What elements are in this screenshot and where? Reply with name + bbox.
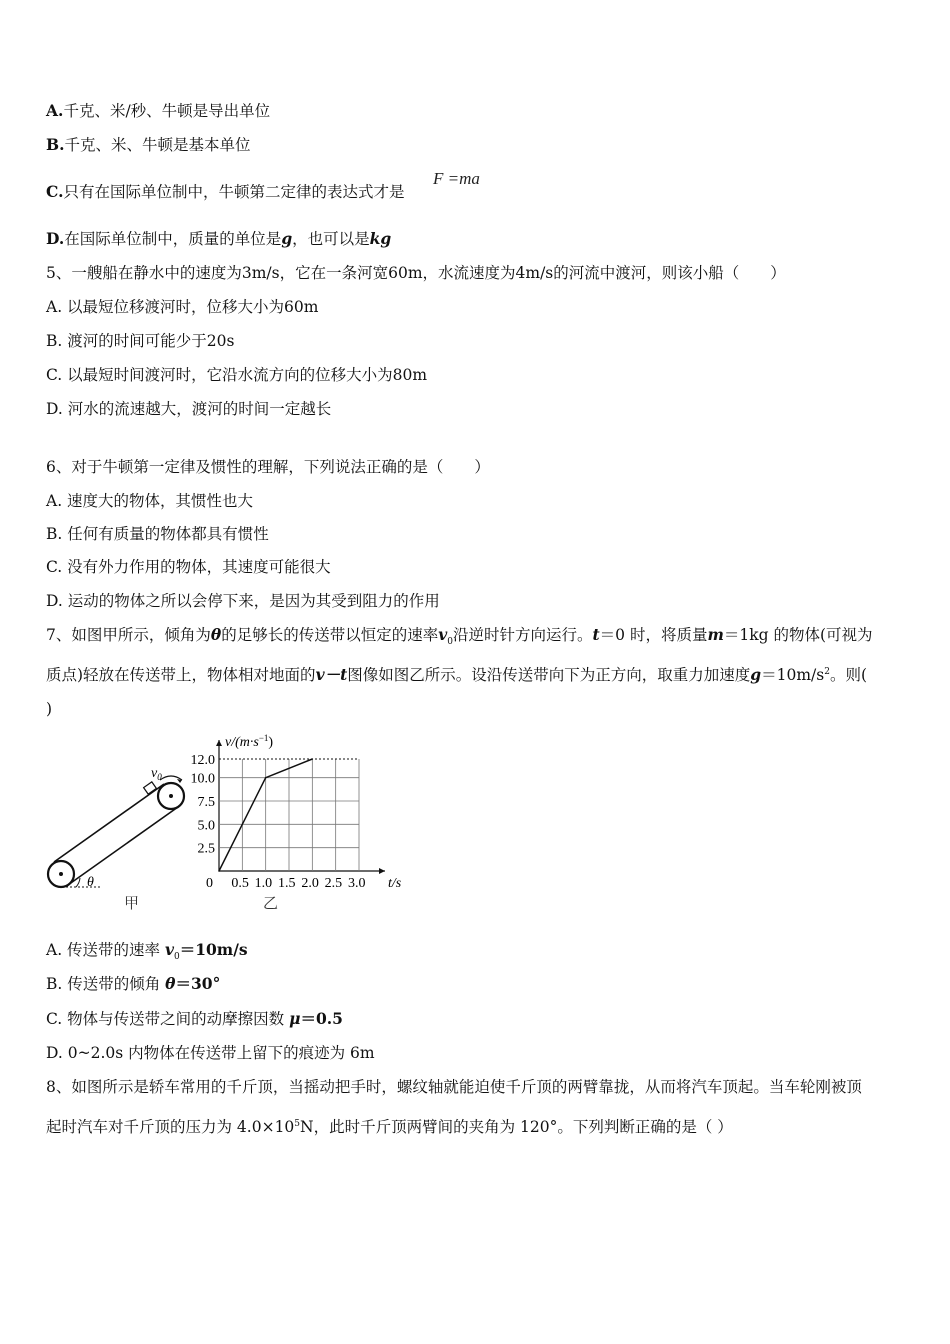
symbol: μ <box>289 1009 301 1028</box>
text: ＝0 时，将质量 <box>599 626 708 644</box>
x-tick-label: 1.0 <box>254 876 273 891</box>
symbol: θ <box>165 974 176 993</box>
text: ＝1kg 的物体(可视为 <box>723 626 873 644</box>
q5-option-c: C. 以最短时间渡河时，它沿水流方向的位移大小为80m <box>46 366 428 384</box>
symbol-g: g <box>281 229 293 248</box>
y-tick-label: 5.0 <box>197 818 215 834</box>
option-text: C. 物体与传送带之间的动摩擦因数 <box>46 1010 290 1028</box>
caption-jia: 甲 <box>124 894 140 912</box>
q7-option-c <box>46 1008 343 1030</box>
y-tick-label: 10.0 <box>190 771 215 787</box>
y-tick-label: 7.5 <box>197 795 215 810</box>
formula-f-ma: F =ma <box>433 169 480 188</box>
q7-option-b <box>46 973 220 995</box>
symbol-g: g <box>750 665 762 685</box>
x-tick-label: 0.5 <box>231 876 249 891</box>
q6-option-d: D. 运动的物体之所以会停下来，是因为其受到阻力的作用 <box>46 592 440 610</box>
q4-option-b <box>46 134 251 156</box>
option-text: ，也可以是 <box>292 230 370 248</box>
text: ＝10m/s <box>761 666 825 685</box>
belt-top-edge <box>54 784 164 862</box>
q6-option-b: B. 任何有质量的物体都具有惯性 <box>46 525 269 543</box>
option-value: ＝0.5 <box>300 1009 343 1028</box>
x-tick-label: 3.0 <box>348 876 366 891</box>
option-letter: D. <box>46 229 65 248</box>
origin-label: 0 <box>206 876 213 891</box>
conveyor-belt-diagram <box>48 766 184 912</box>
y-tick-label: 2.5 <box>197 841 215 857</box>
q7-figure <box>40 728 420 918</box>
symbol-kg: kg <box>369 229 392 248</box>
text: 7、如图甲所示，倾角为 <box>46 626 211 644</box>
q7-stem-line1 <box>46 624 873 653</box>
q7-option-a <box>46 939 248 968</box>
vt-graph <box>191 733 402 912</box>
symbol-v: v <box>438 625 448 644</box>
belt-bottom-edge <box>68 807 178 885</box>
q8-stem-line1: 8、如图所示是轿车常用的千斤顶，当摇动把手时，螺纹轴就能迫使千斤顶的两臂靠拢，从而将汽车顶起。当车轮刚被顶 <box>46 1078 862 1096</box>
option-text: 在国际单位制中，质量的单位是 <box>64 230 282 248</box>
option-text: A. 传送带的速率 <box>46 941 165 959</box>
q4-option-d <box>46 228 391 250</box>
option-letter: B. <box>46 135 65 154</box>
q4-option-c <box>46 181 404 203</box>
symbol-theta: θ <box>210 625 222 644</box>
text: 沿逆时针方向运行。 <box>452 626 593 644</box>
symbol-vt: v－t <box>315 665 348 685</box>
theta-label: θ <box>87 875 94 890</box>
q6-option-c: C. 没有外力作用的物体，其速度可能很大 <box>46 558 331 576</box>
option-value: ＝10m/s <box>179 940 248 959</box>
option-text: 千克、米/秒、牛顿是导出单位 <box>63 102 271 120</box>
q7-stem-line3: ) <box>46 700 53 718</box>
superscript: 2 <box>824 667 830 677</box>
grid <box>219 759 359 871</box>
text: 起时汽车对千斤顶的压力为 4.0×10 <box>46 1118 295 1137</box>
text: 图像如图乙所示。设沿传送带向下为正方向，取重力加速度 <box>347 666 751 685</box>
q5-stem: 5、一艘船在静水中的速度为3m/s，它在一条河宽60m，水流速度为4m/s的河流中渡河，则该小船（ ） <box>46 264 786 282</box>
x-tick-label: 1.5 <box>278 876 296 891</box>
text: N，此时千斤顶两臂间的夹角为 120°。下列判断正确的是（ ） <box>300 1118 733 1137</box>
q6-option-a: A. 速度大的物体，其惯性也大 <box>46 492 254 510</box>
option-text: 只有在国际单位制中，牛顿第二定律的表达式才是 <box>63 183 405 201</box>
data-point <box>218 870 220 872</box>
text: 的足够长的传送带以恒定的速率 <box>221 626 439 644</box>
option-value: ＝30° <box>175 974 221 993</box>
option-letter: C. <box>46 182 64 201</box>
y-axis-label: $v/(m\cdot s^{-1})$ <box>225 733 274 750</box>
caption-yi: 乙 <box>263 894 279 912</box>
x-axis-label: t/s <box>388 876 402 891</box>
data-point <box>312 758 314 760</box>
q8-stem-line2 <box>46 1113 733 1138</box>
option-text: 千克、米、牛顿是基本单位 <box>64 136 251 154</box>
q5-option-b: B. 渡河的时间可能少于20s <box>46 332 235 350</box>
q7-stem-line2 <box>46 661 867 686</box>
text: 。则( <box>829 666 867 685</box>
symbol-t: t <box>592 625 600 644</box>
subscript: 0 <box>447 637 453 648</box>
y-tick-label: 12.0 <box>190 753 215 768</box>
q6-stem: 6、对于牛顿第一定律及惯性的理解，下列说法正确的是（ ） <box>46 458 490 476</box>
text: 质点)轻放在传送带上，物体相对地面的 <box>46 666 316 685</box>
q5-option-a: A. 以最短位移渡河时，位移大小为60m <box>46 298 319 316</box>
symbol-m: m <box>707 625 724 644</box>
block-icon <box>144 782 157 794</box>
q4-option-a <box>46 100 270 122</box>
q5-option-d: D. 河水的流速越大，渡河的时间一定越长 <box>46 400 332 418</box>
q7-option-d: D. 0~2.0s 内物体在传送带上留下的痕迹为 6m <box>46 1044 375 1062</box>
tick-labels <box>191 753 366 891</box>
symbol: v <box>164 940 174 959</box>
option-letter: A. <box>46 101 64 120</box>
belt-v0-label: $v_0$ <box>151 766 162 782</box>
x-tick-label: 2.0 <box>301 876 319 891</box>
data-point <box>265 777 267 779</box>
x-tick-label: 2.5 <box>324 876 343 891</box>
superscript: 5 <box>294 1119 301 1129</box>
subscript: 0 <box>174 952 180 963</box>
option-text: B. 传送带的倾角 <box>46 975 166 993</box>
